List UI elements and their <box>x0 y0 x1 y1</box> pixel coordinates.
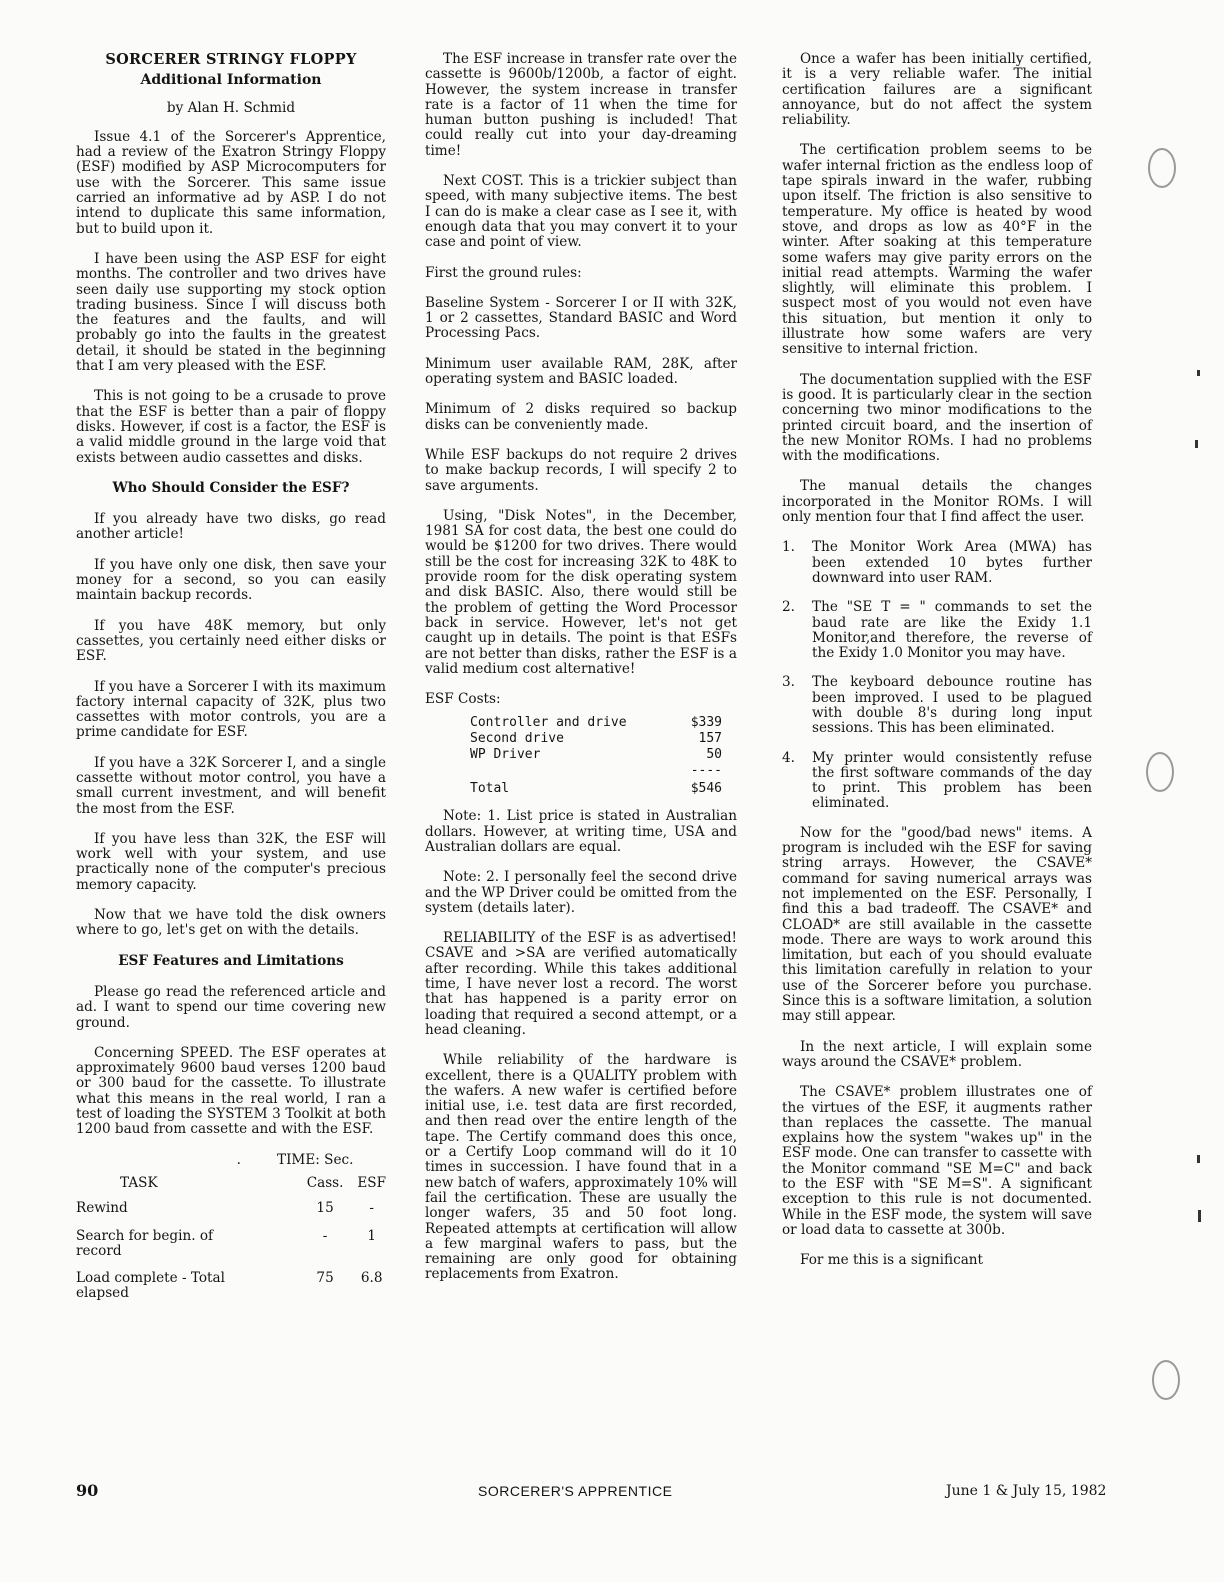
table-row <box>470 715 722 731</box>
paragraph: Now that we have told the disk owners where to go, let's get on with the details. <box>76 907 386 939</box>
paragraph: Issue 4.1 of the Sorcerer's Apprentice, had a review of the Exatron Stringy Floppy (ESF) modified by ASP Microcomputers for use with the Sorcerer. This same issue carried an informative ad by ASP. I do not intend to duplicate this same information, but to build upon it. <box>76 128 386 237</box>
list-number: 2. <box>782 599 795 616</box>
publication-name: SORCERER'S APPRENTICE <box>478 1483 673 1499</box>
table-row <box>76 1201 386 1228</box>
timing-table <box>76 1176 386 1314</box>
table-cell: - <box>369 1200 374 1217</box>
paragraph: For me this is a significant <box>800 1252 984 1269</box>
article-byline: by Alan H. Schmid <box>166 99 296 116</box>
cost-item: Controller and drive <box>470 715 627 731</box>
margin-mark <box>1197 1155 1200 1163</box>
table-row <box>470 763 722 779</box>
paragraph: This is not going to be a crusade to prove that the ESF is better than a pair of floppy disks. However, if cost is a factor, the ESF is a valid middle ground in the large void that exists between audio cassettes and disks. <box>76 388 386 466</box>
paragraph: The manual details the changes incorporated in the Monitor ROMs. I will only mention four that I find affect the user. <box>782 478 1092 526</box>
paragraph: Please go read the referenced article and ad. I want to spend our time covering new ground. <box>76 983 386 1031</box>
article-subtitle: Additional Information <box>140 72 322 89</box>
margin-mark <box>1198 1210 1201 1222</box>
monitor-changes-list <box>782 540 1092 811</box>
costs-label: ESF Costs: <box>425 691 501 708</box>
paragraph: The documentation supplied with the ESF is good. It is particularly clear in the section concerning two minor modifications to the printed circuit board, and the insertion of the new Monitor ROMs. I had no problems with the modifications. <box>782 371 1092 465</box>
paragraph: If you already have two disks, go read another article! <box>76 511 386 543</box>
paragraph: Now for the "good/bad news" items. A program is included wih the ESF for saving string arrays. However, the CSAVE* command for saving numerical arrays was not implemented on the ESF. Personally, I find this a bad tradeoff. The CSAVE* and CLOAD* are still available in the cassette mode. There are ways to work around this limitation, but each of you should evaluate this limitation carefully in relation to your use of the Sorcerer before you purchase. Since this is a software limitation, a solution may still appear. <box>782 824 1092 1025</box>
paragraph: The ESF increase in transfer rate over the cassette is 9600b/1200b, a factor of eight. However, the system increase in transfer rate is a factor of 11 when the time for human button pushing is included! That could really cut into your day-dreaming time! <box>425 51 737 159</box>
table-cell: Search for begin. of record <box>76 1227 214 1259</box>
table-cell: Load complete - Total elapsed <box>76 1270 225 1302</box>
cost-amount: 50 <box>706 747 722 763</box>
table-row <box>470 779 722 797</box>
binder-hole-icon <box>1152 1360 1180 1400</box>
paragraph: Note: 1. List price is stated in Australian dollars. However, at writing time, USA and Australian dollars are equal. <box>425 808 737 855</box>
cost-amount: 157 <box>698 731 722 747</box>
paragraph: Minimum user available RAM, 28K, after operating system and BASIC loaded. <box>425 355 737 388</box>
margin-mark <box>1195 440 1198 448</box>
time-header: TIME: Sec. <box>277 1151 354 1168</box>
paragraph: Once a wafer has been initially certified, it is a very reliable wafer. The initial certification failures are a significant annoyance, but do not affect the system reliability. <box>782 51 1092 129</box>
list-text: The Monitor Work Area (MWA) has been extended 10 bytes further downward into user RAM. <box>812 539 1092 586</box>
timing-table-caption <box>76 1153 386 1168</box>
cost-item: Second drive <box>470 731 564 747</box>
paragraph: First the ground rules: <box>425 264 582 281</box>
paragraph: If you have a 32K Sorcerer I, and a single cassette without motor control, you have a small current investment, and will benefit the most from the ESF. <box>76 754 386 817</box>
cost-total-label: Total <box>470 781 510 797</box>
list-text: My printer would consistently refuse the first software commands of the day to print. This problem has been eliminated. <box>812 749 1092 812</box>
paragraph: While reliability of the hardware is excellent, there is a QUALITY problem with the wafers. A new wafer is certified before initial use, i.e. test data are first recorded, and then read over the entire length of the tape. The Certify command does this once, or a Certify Loop command will do it 10 times in succession. I have found that in a new batch of wafers, approximately 10% will fail the certification. These are usually the longer wafers, 35 and 50 foot long. Repeated attempts at certification will allow a few marginal wafers to pass, but the remaining are only good for obtaining replacements from Exatron. <box>425 1052 737 1283</box>
cost-table <box>470 715 722 797</box>
section-heading-who: Who Should Consider the ESF? <box>112 479 350 496</box>
issue-date: June 1 & July 15, 1982 <box>946 1483 1107 1499</box>
column-1 <box>76 52 386 1314</box>
table-cell: Rewind <box>76 1200 128 1217</box>
paragraph: RELIABILITY of the ESF is as advertised! CSAVE and >SA are verified automatically after recording. While this takes additional time, I have never lost a record. The worst that has happened is a parity error on loading that required a second attempt, or a head cleaning. <box>425 930 737 1038</box>
paragraph: Minimum of 2 disks required so backup disks can be conveniently made. <box>425 401 737 433</box>
table-row <box>76 1271 386 1314</box>
list-text: The "SE T = " commands to set the baud rate are like the Exidy 1.1 Monitor,and therefore, the reverse of the Exidy 1.0 Monitor you may have. <box>812 599 1092 662</box>
paragraph: The certification problem seems to be wafer internal friction as the endless loop of tape spirals inward in the wafer, rubbing upon itself. The friction is also sensitive to temperature. My office is heated by wood stove, and drops as low as 40°F in the winter. After soaking at this temperature some wafers may give parity errors on the initial read attempts. Warming the wafer slightly, will eliminate this problem. I suspect most of you would not even have this situation, but mention it only to illustrate how some wafers are very sensitive to internal friction. <box>782 142 1092 358</box>
cost-rule: ---- <box>690 763 722 779</box>
section-heading-features: ESF Features and Limitations <box>118 952 344 969</box>
list-item <box>782 600 1092 661</box>
table-header: TASK <box>120 1174 158 1191</box>
list-text: The keyboard debounce routine has been improved. I used to be plagued with double 8's during long input sessions. This has been eliminated. <box>812 674 1092 737</box>
binder-hole-icon <box>1146 752 1174 792</box>
paragraph: Note: 2. I personally feel the second drive and the WP Driver could be omitted from the system (details later). <box>425 869 737 916</box>
paragraph: The CSAVE* problem illustrates one of the virtues of the ESF, it augments rather than replaces the cassette. The manual explains how the system "wakes up" in the ESF mode. One can transfer to cassette with the Monitor command "SE M=C" and back to the ESF with "SE M=S". A significant exception to this rule is not documented. While in the ESF mode, the system will save or load data to cassette at 300b. <box>782 1084 1092 1238</box>
table-cell: - <box>322 1227 328 1244</box>
list-item <box>782 540 1092 586</box>
list-item <box>782 675 1092 736</box>
margin-mark <box>1197 370 1200 376</box>
paragraph: I have been using the ASP ESF for eight months. The controller and two drives have seen daily use supporting my stock option trading business. Since I will discuss both the features and the faults, and will probably go into the faults in the greatest detail, it should be stated in the beginning that I am very pleased with the ESF. <box>76 250 386 375</box>
paragraph: In the next article, I will explain some ways around the CSAVE* problem. <box>782 1038 1092 1070</box>
column-3 <box>782 52 1092 1283</box>
list-number: 4. <box>782 749 795 766</box>
table-row <box>470 747 722 763</box>
paragraph: Using, "Disk Notes", in the December, 1981 SA for cost data, the best one could do would be $1200 for two drives. There would still be the cost for increasing 32K to 48K to provide room for the disk operating system and disk BASIC. Also, there would still be the problem of getting the Word Processor back in service. However, let's not get caught up in details. The point is that ESFs are not better than disks, rather the ESF is a valid medium cost alternative! <box>425 507 737 677</box>
column-2 <box>425 52 737 1298</box>
stray-dot: . <box>236 1151 241 1168</box>
paragraph: Concerning SPEED. The ESF operates at approximately 9600 baud verses 1200 baud or 300 baud for the cassette. To illustrate what this means in the real world, I ran a test of loading the SYSTEM 3 Toolkit at both 1200 baud from cassette and with the ESF. <box>76 1044 386 1138</box>
paragraph: If you have 48K memory, but only cassettes, you certainly need either disks or ESF. <box>76 617 386 665</box>
list-item <box>782 751 1092 812</box>
article-title: SORCERER STRINGY FLOPPY <box>105 51 357 68</box>
table-cell: 75 <box>316 1270 334 1287</box>
list-number: 3. <box>782 674 795 691</box>
page-number: 90 <box>76 1481 99 1500</box>
table-cell: 1 <box>367 1227 376 1244</box>
paragraph: If you have a Sorcerer I with its maximum factory internal capacity of 32K, plus two cassettes with motor controls, you are a prime candidate for ESF. <box>76 678 386 741</box>
cost-item: WP Driver <box>470 747 541 763</box>
paragraph: If you have only one disk, then save your money for a second, so you can easily maintain backup records. <box>76 556 386 604</box>
list-number: 1. <box>782 539 795 556</box>
table-cell: 6.8 <box>360 1270 383 1287</box>
table-header: Cass. <box>306 1174 344 1191</box>
cost-amount: $339 <box>690 715 722 731</box>
table-header: ESF <box>357 1174 386 1191</box>
table-cell: 15 <box>316 1200 334 1217</box>
table-row <box>76 1229 386 1272</box>
binder-hole-icon <box>1148 148 1176 188</box>
paragraph: If you have less than 32K, the ESF will work well with your system, and use practically none of the computer's precious memory capacity. <box>76 830 386 893</box>
paragraph: While ESF backups do not require 2 drives to make backup records, I will specify 2 to save arguments. <box>425 446 737 494</box>
paragraph: Baseline System - Sorcerer I or II with 32K, 1 or 2 cassettes, Standard BASIC and Word Processing Pacs. <box>425 294 737 342</box>
table-row <box>470 731 722 747</box>
paragraph: Next COST. This is a trickier subject than speed, with many subjective items. The best I can do is make a clear case as I see it, with enough data that you may convert it to your case and point of view. <box>425 173 737 251</box>
table-header-row <box>76 1176 386 1201</box>
cost-total: $546 <box>690 781 722 797</box>
